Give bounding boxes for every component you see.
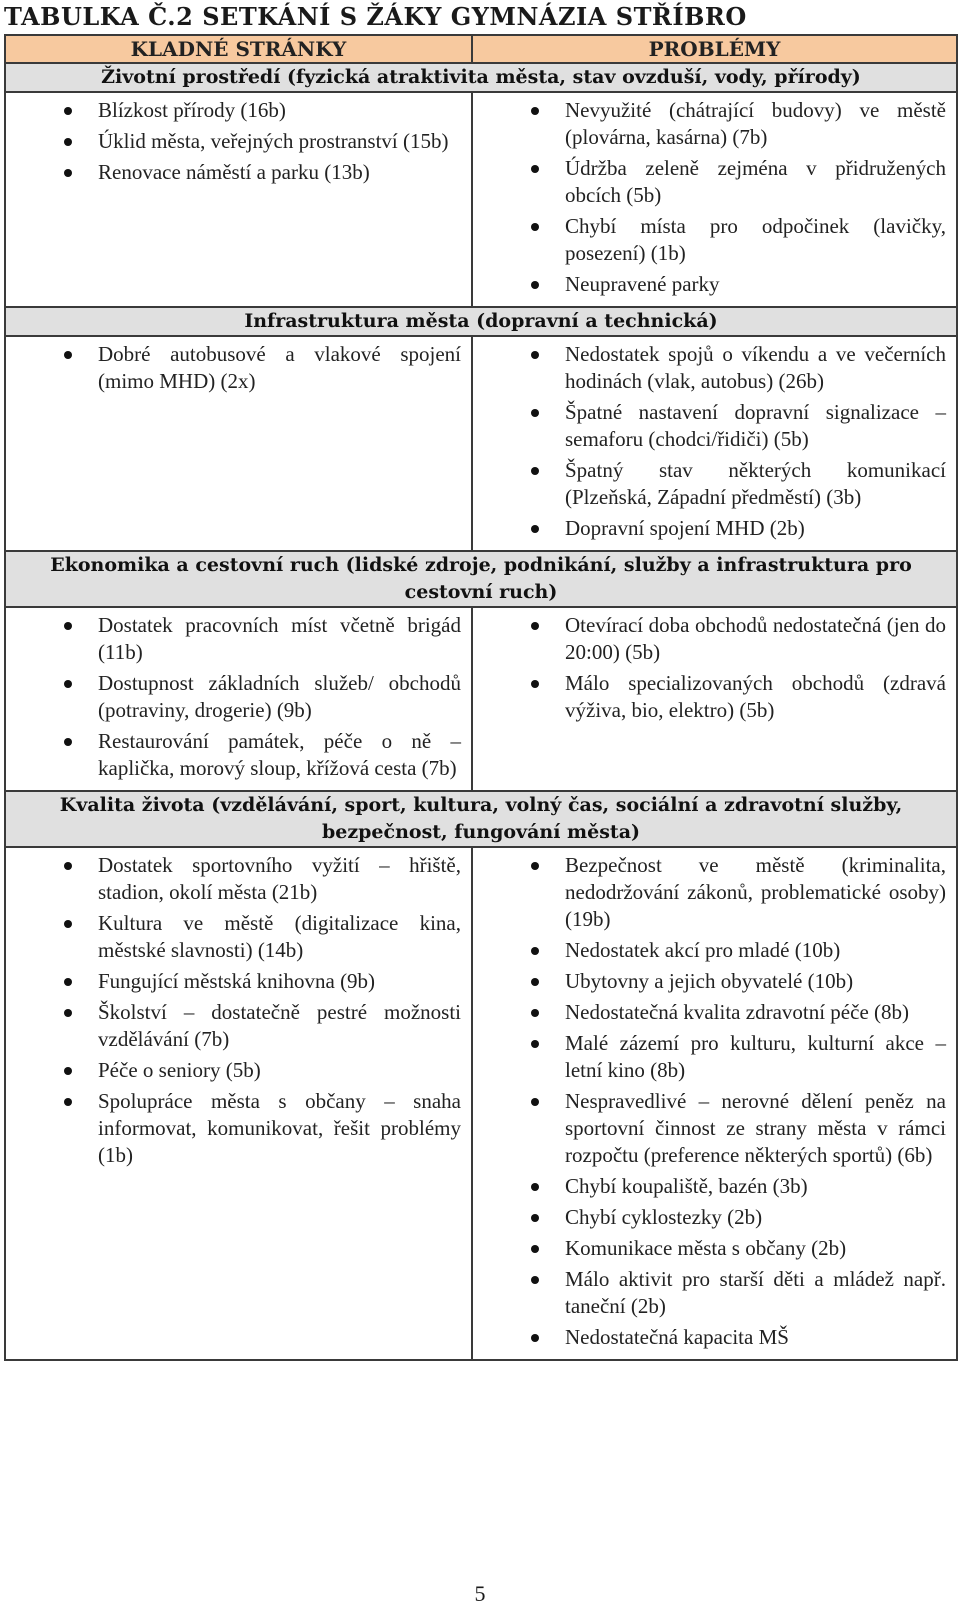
problem-item bbox=[473, 1204, 946, 1231]
item-text: Bezpečnost ve městě (kriminalita, nedodržování zákonů, problematické osoby)(19b) bbox=[565, 853, 946, 931]
item-text: Chybí koupaliště, bazén (3b) bbox=[565, 1174, 808, 1198]
item-text: Malé zázemí pro kulturu, kulturní akce – letní kino (8b) bbox=[565, 1031, 946, 1082]
positives-cell bbox=[5, 92, 472, 307]
bullet-icon bbox=[64, 978, 72, 986]
item-text: Nedostatečná kapacita MŠ bbox=[565, 1325, 789, 1349]
positive-item bbox=[6, 1088, 461, 1169]
item-text: Údržba zeleně zejména v přidružených obcích (5b) bbox=[565, 156, 946, 207]
problem-item bbox=[473, 1235, 946, 1262]
item-text: Dobré autobusové a vlakové spojení (mimo MHD) (2x) bbox=[98, 342, 461, 393]
bullet-icon bbox=[531, 947, 539, 955]
item-text: Špatné nastavení dopravní signalizace – semaforu (chodci/řidiči) (5b) bbox=[565, 400, 946, 451]
problem-item bbox=[473, 515, 946, 542]
positive-item bbox=[6, 341, 461, 395]
section-content-row bbox=[5, 336, 957, 551]
bullet-icon bbox=[531, 1214, 539, 1222]
item-text: Dostupnost základních služeb/ obchodů (potraviny, drogerie) (9b) bbox=[98, 671, 461, 722]
item-text: Dostatek sportovního vyžití – hřiště, stadion, okolí města (21b) bbox=[98, 853, 461, 904]
bullet-icon bbox=[64, 1098, 72, 1106]
problem-item bbox=[473, 213, 946, 267]
bullet-icon bbox=[531, 1334, 539, 1342]
positives-cell bbox=[5, 336, 472, 551]
problems-cell bbox=[472, 847, 957, 1360]
positives-cell bbox=[5, 847, 472, 1360]
bullet-icon bbox=[64, 680, 72, 688]
bullet-icon bbox=[64, 920, 72, 928]
problem-item bbox=[473, 1173, 946, 1200]
bullet-icon bbox=[531, 680, 539, 688]
bullet-icon bbox=[64, 622, 72, 630]
section-header-row bbox=[5, 791, 957, 847]
positive-item bbox=[6, 97, 461, 124]
bullet-icon bbox=[64, 862, 72, 870]
problem-item bbox=[473, 1266, 946, 1320]
problems-cell bbox=[472, 92, 957, 307]
item-text: Úklid města, veřejných prostranství (15b) bbox=[98, 129, 449, 153]
bullet-icon bbox=[531, 1098, 539, 1106]
problem-item bbox=[473, 1030, 946, 1084]
positive-item bbox=[6, 968, 461, 995]
problem-item bbox=[473, 457, 946, 511]
item-text: Dostatek pracovních míst včetně brigád (11b) bbox=[98, 613, 461, 664]
section-header-row bbox=[5, 307, 957, 336]
item-text: Restaurování památek, péče o ně – kaplička, morový sloup, křížová cesta (7b) bbox=[98, 729, 461, 780]
item-text: Ubytovny a jejich obyvatelé (10b) bbox=[565, 969, 854, 993]
header-problems: PROBLÉMY bbox=[472, 35, 957, 63]
item-text: Špatný stav některých komunikací (Plzeňská, Západní předměstí) (3b) bbox=[565, 458, 946, 509]
bullet-icon bbox=[64, 169, 72, 177]
section-title: Kvalita života (vzdělávání, sport, kultura, volný čas, sociální a zdravotní služby, bezpečnost, fungování města) bbox=[5, 791, 957, 847]
positive-item bbox=[6, 728, 461, 782]
item-text: Blízkost přírody (16b) bbox=[98, 98, 286, 122]
item-text: Nedostatek spojů o víkendu a ve večerních hodinách (vlak, autobus) (26b) bbox=[565, 342, 946, 393]
positive-item bbox=[6, 612, 461, 666]
bullet-icon bbox=[531, 165, 539, 173]
section-title: Ekonomika a cestovní ruch (lidské zdroje, podnikání, služby a infrastruktura pro cestovní ruch) bbox=[5, 551, 957, 607]
positives-list bbox=[6, 848, 471, 1177]
item-text: Renovace náměstí a parku (13b) bbox=[98, 160, 370, 184]
section-content-row bbox=[5, 92, 957, 307]
problem-item bbox=[473, 670, 946, 724]
positives-list bbox=[6, 93, 471, 194]
positive-item bbox=[6, 128, 461, 155]
bullet-icon bbox=[531, 1009, 539, 1017]
positive-item bbox=[6, 670, 461, 724]
bullet-icon bbox=[64, 1009, 72, 1017]
item-text: Chybí cyklostezky (2b) bbox=[565, 1205, 763, 1229]
problem-item bbox=[473, 937, 946, 964]
item-text: Komunikace města s občany (2b) bbox=[565, 1236, 847, 1260]
problem-item bbox=[473, 399, 946, 453]
item-text: Málo aktivit pro starší děti a mládež např. taneční (2b) bbox=[565, 1267, 946, 1318]
item-text: Péče o seniory (5b) bbox=[98, 1058, 261, 1082]
item-text: Fungující městská knihovna (9b) bbox=[98, 969, 376, 993]
bullet-icon bbox=[531, 1245, 539, 1253]
positive-item bbox=[6, 999, 461, 1053]
item-text: Nespravedlivé – nerovné dělení peněz na sportovní činnost ze strany města v rámci rozpočtu (preference některých sportů) (6b) bbox=[565, 1089, 946, 1167]
section-header-row bbox=[5, 551, 957, 607]
problem-item bbox=[473, 341, 946, 395]
positive-item bbox=[6, 159, 461, 186]
bullet-icon bbox=[531, 862, 539, 870]
problems-list bbox=[473, 93, 956, 306]
item-text: Málo specializovaných obchodů (zdravá výživa, bio, elektro) (5b) bbox=[565, 671, 946, 722]
item-text: Nevyužité (chátrající budovy) ve městě (plovárna, kasárna) (7b) bbox=[565, 98, 946, 149]
bullet-icon bbox=[531, 525, 539, 533]
item-text: Chybí místa pro odpočinek (lavičky, posezení) (1b) bbox=[565, 214, 946, 265]
item-text: Nedostatek akcí pro mladé (10b) bbox=[565, 938, 841, 962]
positive-item bbox=[6, 1057, 461, 1084]
bullet-icon bbox=[531, 351, 539, 359]
section-content-row bbox=[5, 847, 957, 1360]
item-text: Kultura ve městě (digitalizace kina, městské slavnosti) (14b) bbox=[98, 911, 461, 962]
bullet-icon bbox=[531, 223, 539, 231]
item-text: Nedostatečná kvalita zdravotní péče (8b) bbox=[565, 1000, 910, 1024]
positive-item bbox=[6, 910, 461, 964]
bullet-icon bbox=[531, 467, 539, 475]
bullet-icon bbox=[531, 107, 539, 115]
problem-item bbox=[473, 97, 946, 151]
bullet-icon bbox=[64, 138, 72, 146]
problem-item bbox=[473, 968, 946, 995]
positives-cell bbox=[5, 607, 472, 791]
problem-item bbox=[473, 612, 946, 666]
table-body bbox=[5, 63, 957, 1360]
item-text: Dopravní spojení MHD (2b) bbox=[565, 516, 805, 540]
problems-list bbox=[473, 608, 956, 732]
section-title: Životní prostředí (fyzická atraktivita města, stav ovzduší, vody, přírody) bbox=[5, 63, 957, 92]
header-positives: KLADNÉ STRÁNKY bbox=[5, 35, 472, 63]
problems-cell bbox=[472, 607, 957, 791]
bullet-icon bbox=[64, 351, 72, 359]
item-text: Otevírací doba obchodů nedostatečná (jen do 20:00) (5b) bbox=[565, 613, 946, 664]
item-text: Školství – dostatečně pestré možnosti vzdělávání (7b) bbox=[98, 1000, 461, 1051]
bullet-icon bbox=[531, 1040, 539, 1048]
problem-item bbox=[473, 1324, 946, 1351]
bullet-icon bbox=[531, 409, 539, 417]
bullet-icon bbox=[64, 1067, 72, 1075]
page-number: 5 bbox=[474, 1581, 486, 1606]
positive-item bbox=[6, 852, 461, 906]
section-header-row bbox=[5, 63, 957, 92]
bullet-icon bbox=[531, 978, 539, 986]
bullet-icon bbox=[64, 107, 72, 115]
swot-table bbox=[4, 34, 958, 1361]
problem-item bbox=[473, 852, 946, 933]
section-title: Infrastruktura města (dopravní a technická) bbox=[5, 307, 957, 336]
bullet-icon bbox=[531, 1276, 539, 1284]
bullet-icon bbox=[64, 738, 72, 746]
item-text: Neupravené parky bbox=[565, 272, 720, 296]
header-row bbox=[5, 35, 957, 63]
positives-list bbox=[6, 337, 471, 403]
item-text: Spolupráce města s občany – snaha informovat, komunikovat, řešit problémy (1b) bbox=[98, 1089, 461, 1167]
problem-item bbox=[473, 999, 946, 1026]
bullet-icon bbox=[531, 622, 539, 630]
document-title: TABULKA Č.2 SETKÁNÍ S ŽÁKY GYMNÁZIA STŘÍBRO bbox=[4, 2, 747, 31]
bullet-icon bbox=[531, 281, 539, 289]
problem-item bbox=[473, 271, 946, 298]
positives-list bbox=[6, 608, 471, 790]
problems-cell bbox=[472, 336, 957, 551]
problems-list bbox=[473, 848, 956, 1359]
bullet-icon bbox=[531, 1183, 539, 1191]
section-content-row bbox=[5, 607, 957, 791]
problems-list bbox=[473, 337, 956, 550]
problem-item bbox=[473, 1088, 946, 1169]
problem-item bbox=[473, 155, 946, 209]
